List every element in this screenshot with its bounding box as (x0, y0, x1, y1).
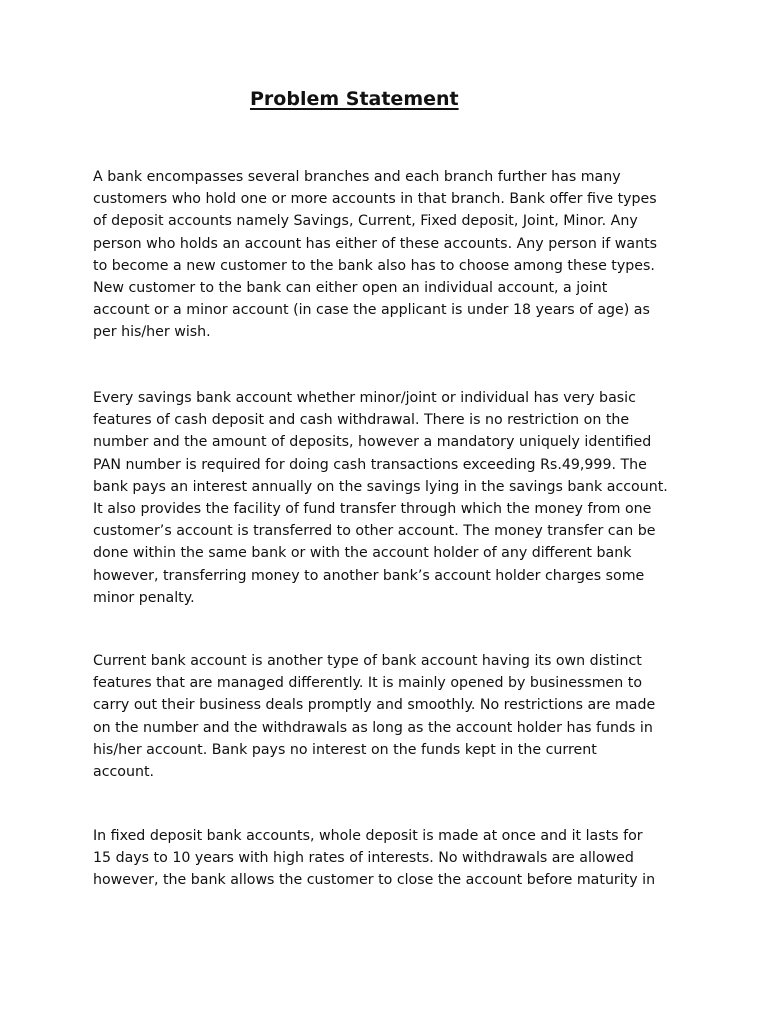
text-line: on the number and the withdrawals as long as the account holder has funds in (93, 719, 653, 736)
text-line: minor penalty. (93, 589, 195, 606)
paragraph-current-account (93, 650, 683, 783)
text-line: bank pays an interest annually on the savings lying in the savings bank account. (93, 478, 668, 495)
paragraph-fixed-deposit (93, 825, 683, 892)
text-line: of deposit accounts namely Savings, Current, Fixed deposit, Joint, Minor. Any (93, 213, 638, 230)
text-line: customers who hold one or more accounts in that branch. Bank offer five types (93, 191, 657, 208)
text-line: however, the bank allows the customer to close the account before maturity in (93, 872, 656, 889)
text-line: Current bank account is another type of bank account having its own distinct (93, 653, 642, 669)
text-line: It also provides the facility of fund transfer through which the money from one (93, 500, 652, 517)
text-line: person who holds an account has either of these accounts. Any person if wants (93, 235, 658, 252)
paragraph-savings-account (93, 387, 683, 609)
text-line: to become a new customer to the bank also has to choose among these types. (93, 257, 655, 274)
text-line: PAN number is required for doing cash transactions exceeding Rs.49,999. The (93, 456, 647, 473)
text-line: account. (93, 763, 155, 780)
text-line: carry out their business deals promptly and smoothly. No restrictions are made (93, 697, 656, 714)
page-title: Problem Statement (250, 88, 459, 110)
text-line: per his/her wish. (93, 324, 211, 341)
text-line: 15 days to 10 years with high rates of interests. No withdrawals are allowed (93, 850, 634, 867)
text-line: customer’s account is transferred to other account. The money transfer can be (93, 523, 656, 540)
text-line: A bank encompasses several branches and each branch further has many (93, 169, 621, 185)
text-line: features that are managed differently. It is mainly opened by businessmen to (93, 675, 643, 692)
text-line: New customer to the bank can either open an individual account, a joint (93, 279, 608, 296)
text-line: done within the same bank or with the account holder of any different bank (93, 545, 632, 562)
text-line: features of cash deposit and cash withdrawal. There is no restriction on the (93, 412, 630, 429)
text-line: his/her account. Bank pays no interest on the funds kept in the current (93, 741, 597, 758)
text-line: number and the amount of deposits, however a mandatory uniquely identified (93, 434, 652, 451)
text-line: In fixed deposit bank accounts, whole deposit is made at once and it lasts for (93, 828, 643, 844)
text-line: however, transferring money to another bank’s account holder charges some (93, 567, 645, 584)
text-line: Every savings bank account whether minor/joint or individual has very basic (93, 390, 636, 406)
paragraph-bank-overview (93, 166, 683, 344)
text-line: account or a minor account (in case the applicant is under 18 years of age) as (93, 302, 650, 319)
